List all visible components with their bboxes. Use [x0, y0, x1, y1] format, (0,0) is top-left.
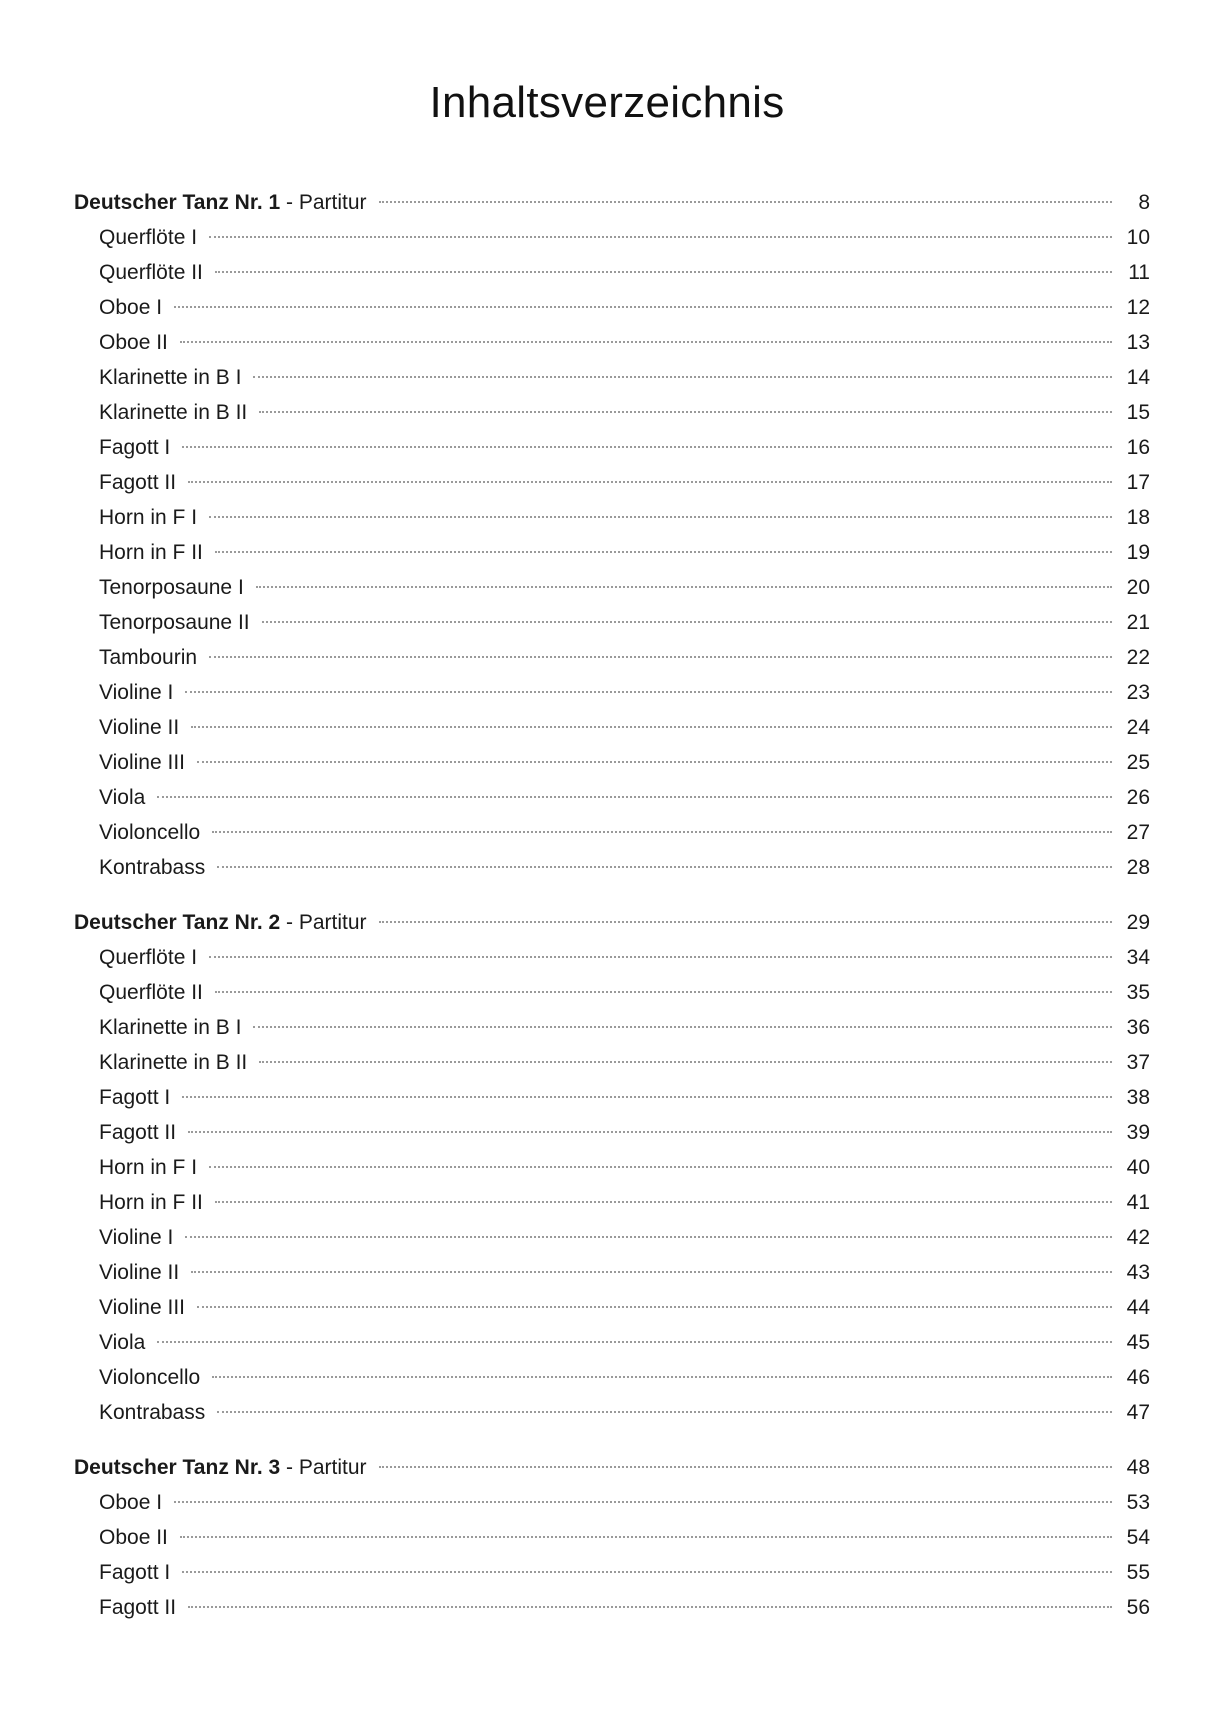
- dot-leader: [259, 411, 1112, 413]
- toc-entry[interactable]: [74, 1220, 1150, 1255]
- toc-page-number: 25: [1126, 751, 1150, 774]
- toc-page-number: 36: [1126, 1016, 1150, 1039]
- toc-entry-label: Oboe II: [99, 1526, 168, 1549]
- toc-entry-label: Violine II: [99, 716, 180, 739]
- dot-leader: [180, 1536, 1112, 1538]
- toc-page-number: 10: [1126, 226, 1150, 249]
- toc-entry-label: Violine III: [99, 751, 185, 774]
- toc-entry-label: Horn in F I: [99, 1156, 198, 1179]
- dot-leader: [253, 1026, 1112, 1028]
- dot-leader: [182, 1571, 1112, 1573]
- toc-entry[interactable]: [74, 1325, 1150, 1360]
- dot-leader: [188, 481, 1112, 483]
- toc-heading-label: [74, 185, 367, 220]
- toc-entry[interactable]: [74, 1395, 1150, 1430]
- toc-entry-label: Tenorposaune II: [99, 611, 250, 634]
- dot-leader: [379, 921, 1112, 923]
- toc-entry-label: Oboe I: [99, 296, 163, 319]
- toc-page-number: 56: [1126, 1596, 1150, 1619]
- toc-entry-label: Viola: [99, 1331, 146, 1354]
- toc-heading-row[interactable]: [74, 185, 1150, 220]
- toc-entry-label: Tambourin: [99, 646, 198, 669]
- toc-page-number: 35: [1126, 981, 1150, 1004]
- dot-leader: [157, 796, 1112, 798]
- toc-page-number: 11: [1128, 261, 1150, 284]
- dot-leader: [212, 831, 1112, 833]
- toc-entry-label: Fagott I: [99, 1561, 171, 1584]
- toc-entry[interactable]: [74, 500, 1150, 535]
- toc-page-number: 39: [1126, 1121, 1150, 1144]
- toc-entry-label: Violine III: [99, 1296, 185, 1319]
- toc-entry-label: Violine I: [99, 1226, 174, 1249]
- dot-leader: [188, 1131, 1112, 1133]
- toc-heading-label: [74, 1450, 367, 1485]
- toc-page-number: 47: [1126, 1401, 1150, 1424]
- dot-leader: [212, 1376, 1112, 1378]
- toc-entry-label: Querflöte II: [99, 261, 203, 284]
- dot-leader: [379, 201, 1112, 203]
- toc-page-number: 16: [1126, 436, 1150, 459]
- toc-page-number: 45: [1126, 1331, 1150, 1354]
- toc-entry-label: Horn in F II: [99, 541, 203, 564]
- toc-page-number: 34: [1126, 946, 1150, 969]
- toc-page-number: 19: [1126, 541, 1150, 564]
- toc-entry[interactable]: [74, 1555, 1150, 1590]
- toc-entry-label: Viola: [99, 786, 146, 809]
- toc-page-number: 37: [1126, 1051, 1150, 1074]
- dot-leader: [180, 341, 1112, 343]
- toc-entry-label: Klarinette in B I: [99, 366, 242, 389]
- dot-leader: [209, 656, 1112, 658]
- toc-entry[interactable]: [74, 815, 1150, 850]
- toc-entry-label: Violine I: [99, 681, 174, 704]
- toc-entry-label: Fagott II: [99, 1121, 177, 1144]
- toc-entry[interactable]: [74, 290, 1150, 325]
- toc-page-number: 18: [1126, 506, 1150, 529]
- toc-entry-label: Kontrabass: [99, 1401, 206, 1424]
- toc-heading-title: Deutscher Tanz Nr. 1: [74, 191, 281, 214]
- toc-page-number: 8: [1138, 191, 1150, 214]
- table-of-contents: [74, 185, 1150, 1645]
- toc-page-number: 41: [1126, 1191, 1150, 1214]
- toc-entry[interactable]: [74, 940, 1150, 975]
- toc-entry[interactable]: [74, 1115, 1150, 1150]
- toc-entry[interactable]: [74, 1045, 1150, 1080]
- toc-entry[interactable]: [74, 1290, 1150, 1325]
- toc-entry-label: Klarinette in B II: [99, 1051, 248, 1074]
- toc-page-number: 53: [1126, 1491, 1150, 1514]
- toc-entry[interactable]: [74, 850, 1150, 885]
- toc-section: [74, 1450, 1150, 1625]
- toc-entry[interactable]: [74, 710, 1150, 745]
- toc-entry-label: Horn in F I: [99, 506, 198, 529]
- toc-entry-label: Klarinette in B I: [99, 1016, 242, 1039]
- dot-leader: [185, 691, 1112, 693]
- toc-section: [74, 905, 1150, 1430]
- toc-heading-row[interactable]: [74, 1450, 1150, 1485]
- dot-leader: [191, 1271, 1112, 1273]
- toc-page-number: 46: [1126, 1366, 1150, 1389]
- toc-heading-row[interactable]: [74, 905, 1150, 940]
- toc-entry[interactable]: [74, 430, 1150, 465]
- toc-entry[interactable]: [74, 325, 1150, 360]
- toc-entry[interactable]: [74, 220, 1150, 255]
- toc-entry[interactable]: [74, 465, 1150, 500]
- toc-entry[interactable]: [74, 1010, 1150, 1045]
- dot-leader: [253, 376, 1112, 378]
- dot-leader: [217, 866, 1112, 868]
- dot-leader: [256, 586, 1112, 588]
- toc-entry[interactable]: [74, 640, 1150, 675]
- toc-entry[interactable]: [74, 1520, 1150, 1555]
- toc-heading-label: [74, 905, 367, 940]
- dot-leader: [209, 1166, 1112, 1168]
- toc-page-number: 14: [1126, 366, 1150, 389]
- toc-entry[interactable]: [74, 1080, 1150, 1115]
- toc-page-number: 38: [1126, 1086, 1150, 1109]
- toc-entry[interactable]: [74, 1150, 1150, 1185]
- page-title: Inhaltsverzeichnis: [429, 78, 785, 127]
- dot-leader: [174, 306, 1112, 308]
- toc-entry-label: Fagott II: [99, 1596, 177, 1619]
- toc-entry[interactable]: [74, 395, 1150, 430]
- toc-entry-label: Fagott I: [99, 1086, 171, 1109]
- toc-page-number: 43: [1126, 1261, 1150, 1284]
- dot-leader: [262, 621, 1112, 623]
- toc-page-number: 17: [1126, 471, 1150, 494]
- toc-entry-label: Violine II: [99, 1261, 180, 1284]
- toc-entry[interactable]: [74, 360, 1150, 395]
- toc-page-number: 44: [1126, 1296, 1150, 1319]
- toc-page-number: 20: [1126, 576, 1150, 599]
- dot-leader: [197, 761, 1112, 763]
- toc-entry[interactable]: [74, 570, 1150, 605]
- toc-entry-label: Fagott II: [99, 471, 177, 494]
- toc-page-number: 42: [1126, 1226, 1150, 1249]
- dot-leader: [188, 1606, 1112, 1608]
- toc-page-number: 29: [1126, 911, 1150, 934]
- dot-leader: [215, 991, 1112, 993]
- toc-entry[interactable]: [74, 975, 1150, 1010]
- toc-entry-label: Tenorposaune I: [99, 576, 244, 599]
- toc-page-number: 21: [1126, 611, 1150, 634]
- dot-leader: [217, 1411, 1112, 1413]
- toc-entry[interactable]: [74, 1590, 1150, 1625]
- toc-entry-label: Oboe II: [99, 331, 168, 354]
- toc-entry[interactable]: [74, 1360, 1150, 1395]
- toc-entry-label: Fagott I: [99, 436, 171, 459]
- toc-entry-label: Violoncello: [99, 1366, 201, 1389]
- toc-page-number: 54: [1126, 1526, 1150, 1549]
- toc-entry[interactable]: [74, 780, 1150, 815]
- toc-entry[interactable]: [74, 1255, 1150, 1290]
- dot-leader: [215, 551, 1112, 553]
- toc-heading-suffix: - Partitur: [280, 911, 367, 934]
- toc-page-number: 27: [1126, 821, 1150, 844]
- toc-entry[interactable]: [74, 1185, 1150, 1220]
- dot-leader: [259, 1061, 1112, 1063]
- toc-entry[interactable]: [74, 535, 1150, 570]
- toc-page-number: 28: [1126, 856, 1150, 879]
- dot-leader: [209, 236, 1112, 238]
- toc-page-number: 40: [1126, 1156, 1150, 1179]
- toc-entry-label: Kontrabass: [99, 856, 206, 879]
- dot-leader: [191, 726, 1112, 728]
- toc-heading-title: Deutscher Tanz Nr. 3: [74, 1456, 281, 1479]
- dot-leader: [185, 1236, 1112, 1238]
- toc-entry[interactable]: [74, 605, 1150, 640]
- toc-entry-label: Violoncello: [99, 821, 201, 844]
- toc-entry-label: Querflöte II: [99, 981, 203, 1004]
- dot-leader: [215, 271, 1112, 273]
- dot-leader: [182, 1096, 1112, 1098]
- toc-heading-suffix: - Partitur: [280, 1456, 367, 1479]
- dot-leader: [209, 956, 1112, 958]
- toc-page-number: 12: [1126, 296, 1150, 319]
- toc-entry[interactable]: [74, 745, 1150, 780]
- dot-leader: [209, 516, 1112, 518]
- toc-page-number: 15: [1126, 401, 1150, 424]
- dot-leader: [215, 1201, 1112, 1203]
- toc-entry[interactable]: [74, 675, 1150, 710]
- toc-page-number: 26: [1126, 786, 1150, 809]
- dot-leader: [174, 1501, 1112, 1503]
- toc-page-number: 23: [1126, 681, 1150, 704]
- toc-page-number: 13: [1126, 331, 1150, 354]
- toc-section: [74, 185, 1150, 885]
- toc-heading-suffix: - Partitur: [280, 191, 367, 214]
- toc-entry-label: Oboe I: [99, 1491, 163, 1514]
- toc-entry-label: Horn in F II: [99, 1191, 203, 1214]
- toc-entry-label: Klarinette in B II: [99, 401, 248, 424]
- toc-entry[interactable]: [74, 255, 1150, 290]
- toc-entry-label: Querflöte I: [99, 946, 198, 969]
- dot-leader: [197, 1306, 1112, 1308]
- toc-entry[interactable]: [74, 1485, 1150, 1520]
- toc-page-number: 48: [1126, 1456, 1150, 1479]
- toc-page-number: 55: [1126, 1561, 1150, 1584]
- dot-leader: [182, 446, 1112, 448]
- dot-leader: [379, 1466, 1112, 1468]
- dot-leader: [157, 1341, 1112, 1343]
- toc-heading-title: Deutscher Tanz Nr. 2: [74, 911, 281, 934]
- toc-page-number: 24: [1126, 716, 1150, 739]
- toc-page-number: 22: [1126, 646, 1150, 669]
- toc-entry-label: Querflöte I: [99, 226, 198, 249]
